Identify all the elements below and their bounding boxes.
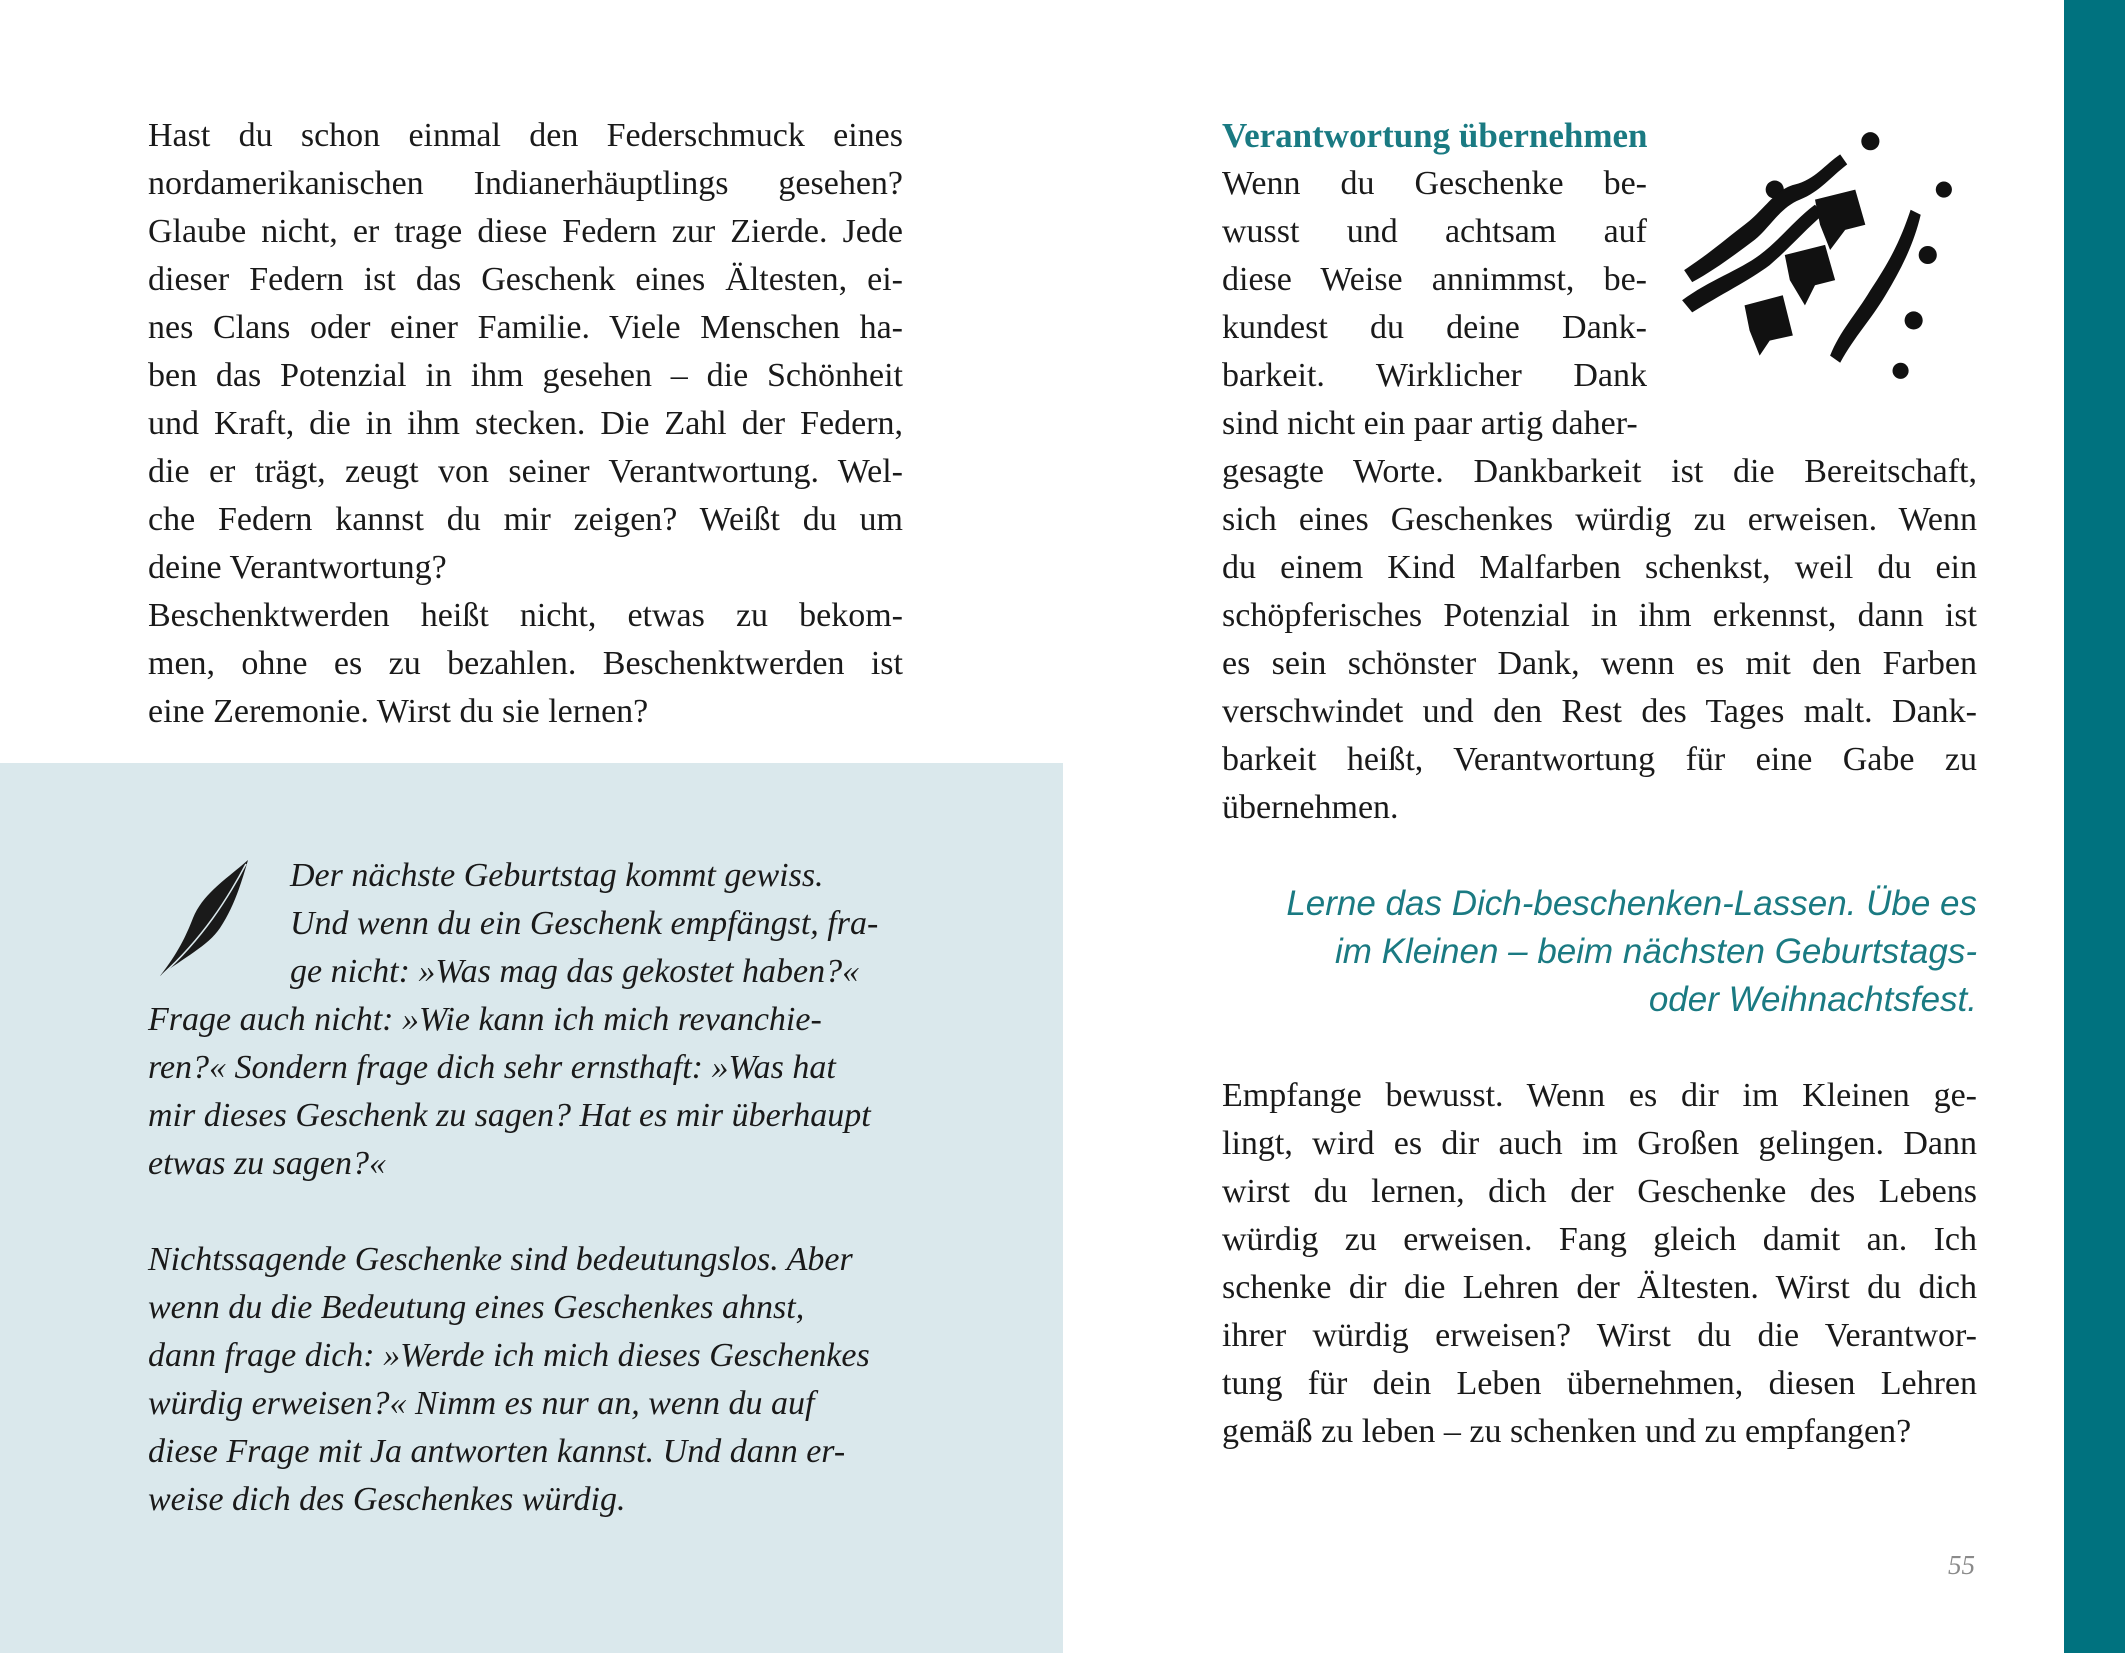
spacer [148,1188,903,1236]
text-line: Der nächste Geburtstag kommt gewiss. [290,857,824,894]
text-line: sind nicht ein paar artig daher- [1222,405,1638,442]
text-line: Nichtssagende Geschenke sind bedeutungslos. Aber [148,1241,853,1278]
text-line: Empfange bewusst. Wenn es dir im Kleinen ge- [1222,1077,1977,1114]
text-line: dieser Federn ist das Geschenk eines Ältesten, ei- [148,261,903,298]
text-line: Und wenn du ein Geschenk empfängst, fra- [290,905,879,942]
text-line: nordamerikanischen Indianerhäuptlings gesehen? [148,165,903,202]
text-line: Wenn du Geschenke be- [1222,165,1647,202]
callout-text [1180,880,1977,1024]
text-line: che Federn kannst du mir zeigen? Weißt du um [148,501,903,538]
text-line: Hast du schon einmal den Federschmuck eines [148,117,903,154]
text-line: du einem Kind Malfarben schenkst, weil du ein [1222,549,1977,586]
text-line: sich eines Geschenkes würdig zu erweisen. Wenn [1222,501,1977,538]
text-line: oder Weihnachtsfest. [1648,980,1977,1019]
text-line: diese Frage mit Ja antworten kannst. Und dann er- [148,1433,846,1470]
text-line: würdig erweisen?« Nimm es nur an, wenn du auf [148,1385,815,1422]
text-line: ge nicht: »Was mag das gekostet haben?« [290,953,860,990]
text-line: schenke dir die Lehren der Ältesten. Wirst du dich [1222,1269,1977,1306]
text-line: gemäß zu leben – zu schenken und zu empfangen? [1222,1413,1912,1450]
text-line: Frage auch nicht: »Wie kann ich mich revanchie- [148,1001,822,1038]
text-line: mir dieses Geschenk zu sagen? Hat es mir überhaupt [148,1097,871,1134]
text-line: men, ohne es zu bezahlen. Beschenktwerden ist [148,645,903,682]
text-line: im Kleinen – beim nächsten Geburtstags- [1335,932,1977,971]
text-line: die er trägt, zeugt von seiner Verantwortung. Wel- [148,453,903,490]
text-line: barkeit heißt, Verantwortung für eine Gabe zu [1222,741,1977,778]
text-line: verschwindet und den Rest des Tages malt. Dank- [1222,693,1977,730]
text-line: Glaube nicht, er trage diese Federn zur Zierde. Jede [148,213,903,250]
quote-text [148,852,903,1524]
text-line: gesagte Worte. Dankbarkeit ist die Bereitschaft, [1222,453,1977,490]
text-line: ben das Potenzial in ihm gesehen – die Schönheit [148,357,903,394]
text-line: und Kraft, die in ihm stecken. Die Zahl der Federn, [148,405,903,442]
text-line: ren?« Sondern frage dich sehr ernsthaft: »Was hat [148,1049,836,1086]
text-line: Lerne das Dich-beschenken-Lassen. Übe es [1286,884,1977,923]
text-line: kundest du deine Dank- [1222,309,1647,346]
text-line: nes Clans oder einer Familie. Viele Menschen ha- [148,309,903,346]
text-line: eine Zeremonie. Wirst du sie lernen? [148,693,649,730]
text-line: tung für dein Leben übernehmen, diesen Lehren [1222,1365,1977,1402]
text-line: wirst du lernen, dich der Geschenke des Lebens [1222,1173,1977,1210]
left-paragraph [148,112,903,736]
page-number: 55 [1948,1550,1975,1580]
section-heading: Verantwortung übernehmen [1222,116,1648,155]
right-paragraph-2 [1222,1072,1977,1456]
text-line: schöpferisches Potenzial in ihm erkennst, dann ist [1222,597,1977,634]
text-line: übernehmen. [1222,789,1399,826]
text-line: würdig zu erweisen. Fang gleich damit an. Ich [1222,1221,1977,1258]
text-line: weise dich des Geschenkes würdig. [148,1481,626,1518]
text-line: Beschenktwerden heißt nicht, etwas zu bekom- [148,597,903,634]
text-line: ihrer würdig erweisen? Wirst du die Verantwor- [1222,1317,1977,1354]
text-line: diese Weise annimmst, be- [1222,261,1647,298]
text-line: lingt, wird es dir auch im Großen gelingen. Dann [1222,1125,1977,1162]
text-line: deine Verantwortung? [148,549,447,586]
text-line: barkeit. Wirklicher Dank [1222,357,1647,394]
text-line: dann frage dich: »Werde ich mich dieses Geschenkes [148,1337,870,1374]
page-edge-stripe [2064,0,2125,1653]
text-line: es sein schönster Dank, wenn es mit den Farben [1222,645,1977,682]
text-line: wusst und achtsam auf [1222,213,1647,250]
text-line: etwas zu sagen?« [148,1145,386,1182]
text-line: wenn du die Bedeutung eines Geschenkes ahnst, [148,1289,805,1326]
right-paragraph-1 [1222,160,1977,832]
